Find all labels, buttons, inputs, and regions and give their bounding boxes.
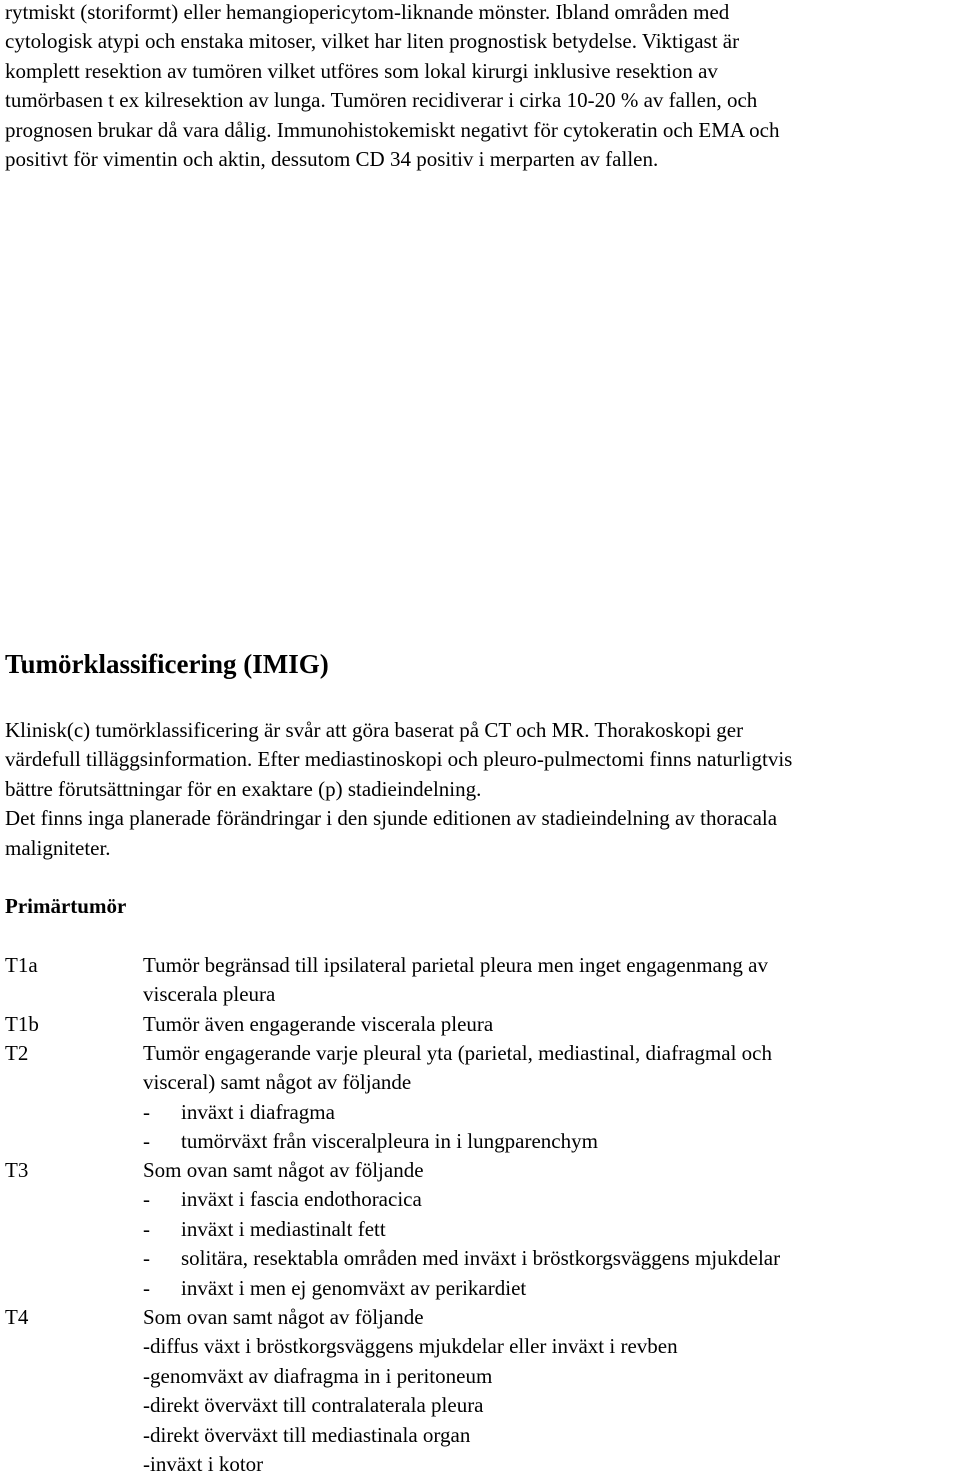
intro-line: tumörbasen t ex kilresektion av lunga. Tumören recidiverar i cirka 10-20 % av fallen, och (5, 88, 758, 113)
intro-paragraph (5, 0, 960, 174)
tclass-code: T2 (5, 1041, 29, 1065)
intro-line: cytologisk atypi och enstaka mitoser, vilket har liten prognostisk betydelse. Viktigast är (5, 29, 740, 54)
bullet-text: tumörväxt från visceralpleura in i lungparenchym (181, 1129, 598, 1154)
bullet-dash: - (143, 1187, 150, 1212)
section-line: maligniteter. (5, 835, 111, 860)
bullet-dash: - (143, 1129, 150, 1154)
intro-line: rytmiskt (storiformt) eller hemangiopericytom-liknande mönster. Ibland områden med (5, 0, 730, 24)
section-line: värdefull tilläggsinformation. Efter mediastinoskopi och pleuro-pulmectomi finns naturligtvis (5, 747, 793, 772)
description-line: -direkt överväxt till contralaterala pleura (143, 1393, 484, 1418)
description-line: visceral) samt något av följande (143, 1070, 412, 1095)
section-heading-bold: Tumörklassificering (5, 649, 237, 679)
section-paragraph (5, 716, 960, 863)
primary-tumor-heading: Primärtumör (5, 894, 127, 918)
bullet-dash: - (143, 1275, 150, 1300)
bullet-text: inväxt i men ej genomväxt av perikardiet (181, 1275, 527, 1300)
section-heading-suffix: (IMIG) (236, 649, 329, 679)
section-heading (5, 648, 329, 680)
tclass-code: T4 (5, 1305, 29, 1329)
tclass-description (143, 1039, 960, 1157)
tclass-description (143, 1156, 960, 1303)
bullet-item (143, 1244, 960, 1273)
bullet-text: solitära, resektabla områden med inväxt i bröstkorgsväggens mjukdelar (181, 1246, 781, 1271)
description-line: Tumör engagerande varje pleural yta (parietal, mediastinal, diafragmal och (143, 1041, 772, 1065)
bullet-item (143, 1098, 960, 1127)
intro-line: prognosen brukar då vara dålig. Immunohistokemiskt negativt för cytokeratin och EMA och (5, 117, 780, 142)
tclass-code: T1b (5, 1012, 39, 1036)
tclass-description (143, 1010, 960, 1039)
description-line: Tumör begränsad till ipsilateral parietal pleura men inget engagenmang av (143, 953, 768, 977)
tclass-code: T3 (5, 1158, 29, 1182)
section-line: Klinisk(c) tumörklassificering är svår att göra baserat på CT och MR. Thorakoskopi ger (5, 718, 744, 742)
description-line: -genomväxt av diafragma in i peritoneum (143, 1363, 493, 1388)
bullet-dash: - (143, 1246, 150, 1271)
bullet-item (143, 1274, 960, 1303)
section-line: bättre förutsättningar för en exaktare (p) stadieindelning. (5, 776, 482, 801)
tclass-description (143, 951, 960, 1010)
description-line: -direkt överväxt till mediastinala organ (143, 1422, 471, 1447)
tclass-description (143, 1303, 960, 1479)
bullet-dash: - (143, 1216, 150, 1241)
tclass-code: T1a (5, 953, 38, 977)
description-line: -diffus växt i bröstkorgsväggens mjukdelar eller inväxt i revben (143, 1334, 678, 1359)
description-line: -inväxt i kotor (143, 1452, 264, 1477)
bullet-item (143, 1185, 960, 1214)
bullet-item (143, 1215, 960, 1244)
bullet-dash: - (143, 1099, 150, 1124)
intro-line: komplett resektion av tumören vilket utföres som lokal kirurgi inklusive resektion av (5, 58, 718, 83)
bullet-text: inväxt i fascia endothoracica (181, 1187, 422, 1212)
section-line: Det finns inga planerade förändringar i den sjunde editionen av stadieindelning av thoracala (5, 806, 778, 831)
bullet-text: inväxt i diafragma (181, 1099, 335, 1124)
description-line: Som ovan samt något av följande (143, 1158, 424, 1182)
description-line: Tumör även engagerande viscerala pleura (143, 1012, 494, 1036)
intro-line: positivt för vimentin och aktin, dessutom CD 34 positiv i merparten av fallen. (5, 147, 659, 172)
description-line: viscerala pleura (143, 982, 276, 1007)
bullet-text: inväxt i mediastinalt fett (181, 1216, 386, 1241)
bullet-item (143, 1127, 960, 1156)
description-line: Som ovan samt något av följande (143, 1305, 424, 1329)
